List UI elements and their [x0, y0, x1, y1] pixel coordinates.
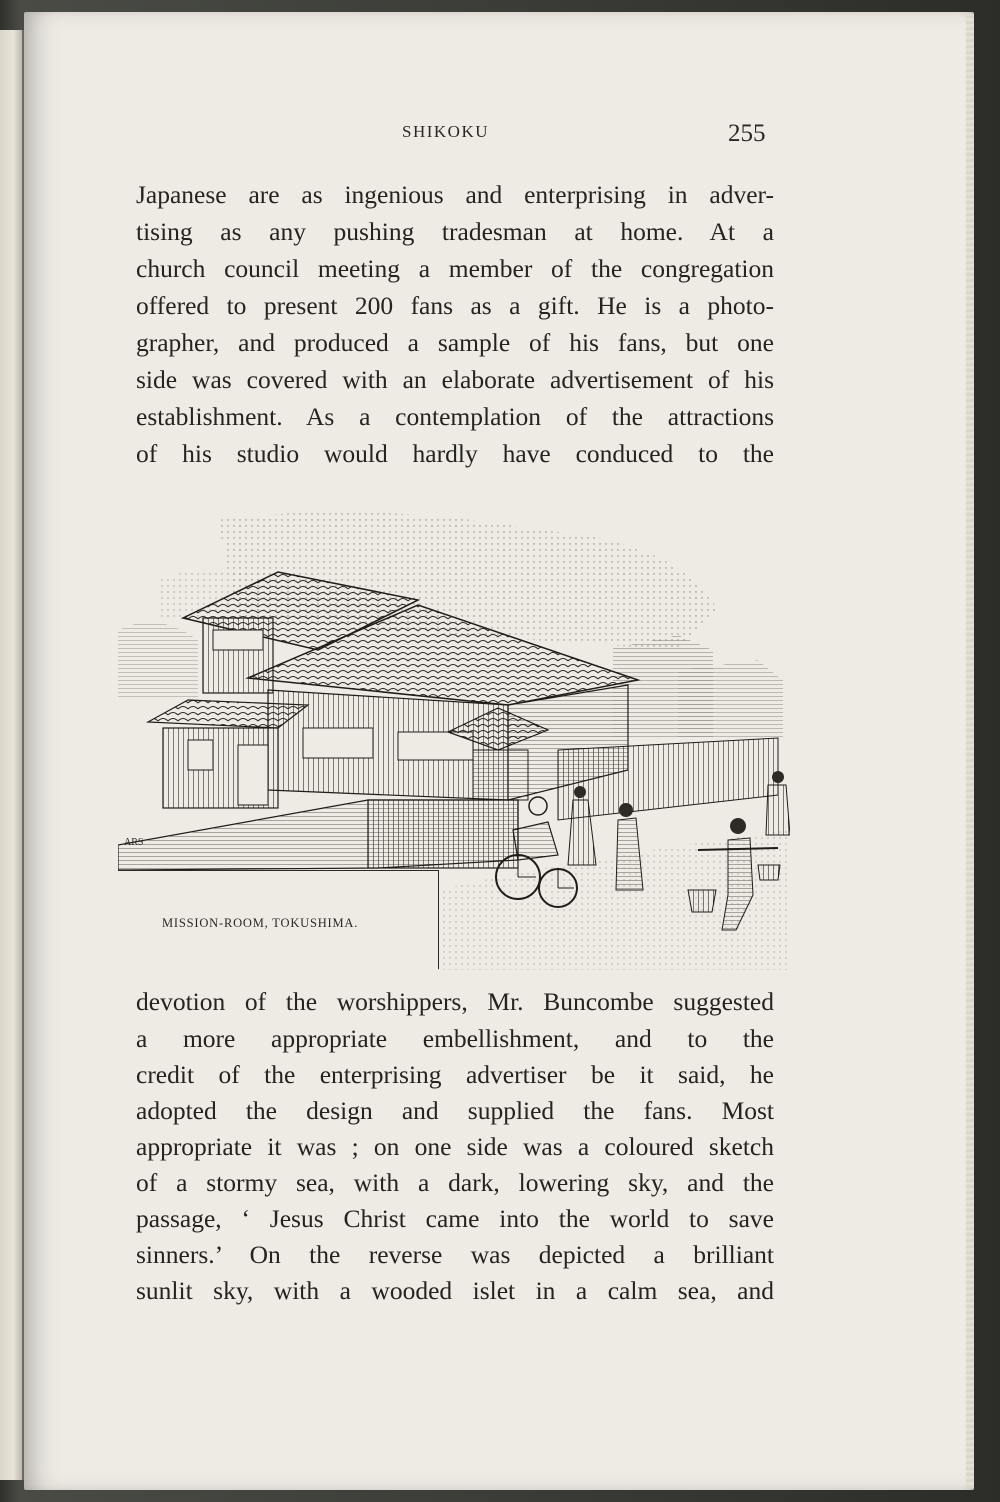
text-line: establishment. As a contemplation of the attractions	[136, 402, 774, 431]
text-line: tising as any pushing tradesman at home. At a	[136, 217, 774, 246]
text-line: church council meeting a member of the congregation	[136, 254, 774, 283]
running-head: SHIKOKU	[402, 122, 489, 141]
previous-page-edge	[0, 30, 24, 1480]
text-line: appropriate it was ; on one side was a coloured sketch	[136, 1132, 774, 1161]
illustration-caption: MISSION-ROOM, TOKUSHIMA.	[162, 916, 359, 930]
text-line: credit of the enterprising advertiser be it said, he	[136, 1060, 774, 1089]
text-line: grapher, and produced a sample of his fans, but one	[136, 328, 774, 357]
text-line: devotion of the worshippers, Mr. Buncombe suggested	[136, 987, 774, 1016]
text-line: of a stormy sea, with a dark, lowering sky, and the	[136, 1168, 774, 1197]
page-number: 255	[728, 120, 766, 147]
text-line: a more appropriate embellishment, and to the	[136, 1024, 774, 1053]
text-line: sinners.’ On the reverse was depicted a brilliant	[136, 1240, 774, 1269]
artist-signature: ARS	[124, 837, 144, 848]
page-stack-edge	[966, 14, 974, 1488]
text-line: sunlit sky, with a wooded islet in a calm sea, and	[136, 1276, 774, 1305]
text-line: adopted the design and supplied the fans. Most	[136, 1096, 774, 1125]
text-line: offered to present 200 fans as a gift. He is a photo-	[136, 291, 774, 320]
text-line: side was covered with an elaborate advertisement of his	[136, 365, 774, 394]
text-line: of his studio would hardly have conduced to the	[136, 439, 774, 468]
text-line: Japanese are as ingenious and enterprising in adver-	[136, 180, 774, 209]
text-line: passage, ‘ Jesus Christ came into the world to save	[136, 1204, 774, 1233]
